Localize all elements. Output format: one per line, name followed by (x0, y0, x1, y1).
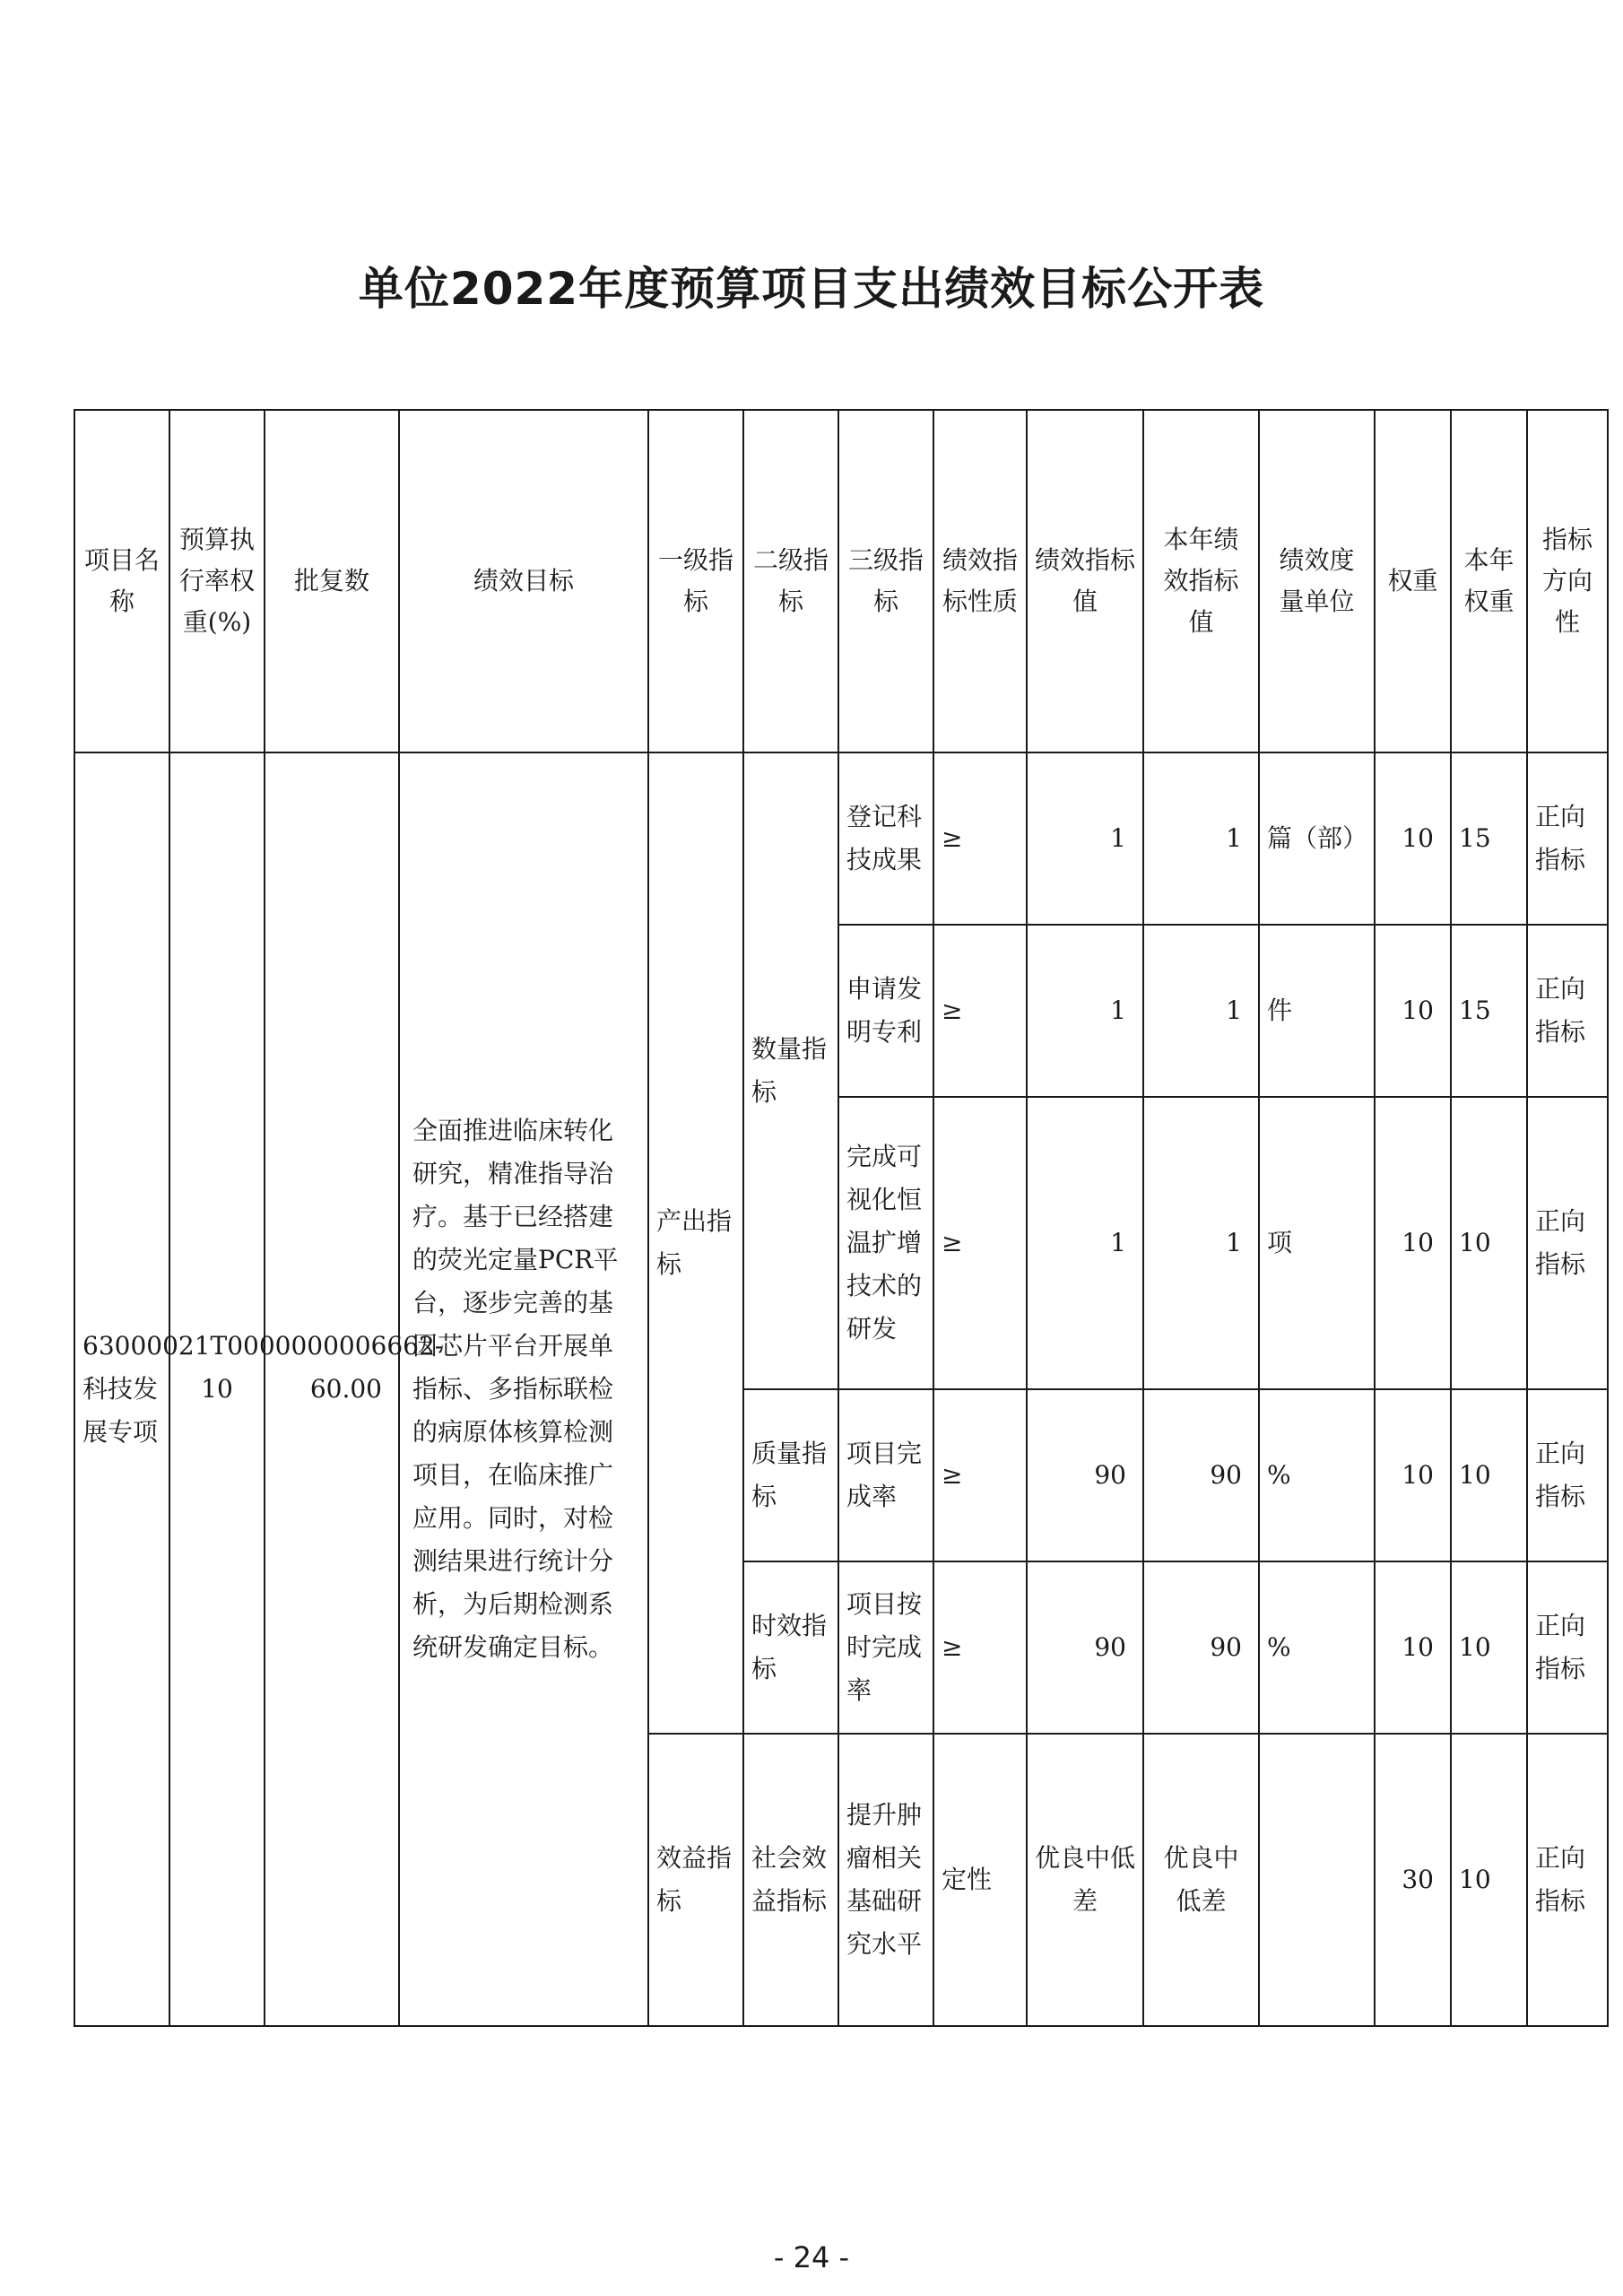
year-target-cell: 90 (1143, 1561, 1259, 1734)
level3-cell: 项目完成率 (838, 1389, 933, 1561)
header-row (74, 410, 1608, 752)
weight-cell: 10 (1375, 925, 1451, 1097)
nature-cell: 定性 (933, 1734, 1027, 2026)
unit-cell (1259, 1734, 1375, 2026)
approved-value: 60.00 (265, 752, 399, 2026)
level2-timeliness: 时效指标 (743, 1561, 838, 1734)
weight-cell: 10 (1375, 1561, 1451, 1734)
year-weight-cell: 10 (1451, 1734, 1527, 2026)
header-unit: 绩效度量单位 (1259, 410, 1375, 752)
direction-cell: 正向指标 (1527, 1389, 1608, 1561)
weight-cell: 10 (1375, 752, 1451, 925)
header-project-name: 项目名称 (74, 410, 169, 752)
header-level3: 三级指标 (838, 410, 933, 752)
year-weight-cell: 10 (1451, 1561, 1527, 1734)
unit-cell: 项 (1259, 1097, 1375, 1389)
year-weight-cell: 10 (1451, 1389, 1527, 1561)
performance-table (74, 409, 1609, 2027)
year-weight-cell: 15 (1451, 925, 1527, 1097)
target-cell: 90 (1027, 1561, 1143, 1734)
year-target-cell: 90 (1143, 1389, 1259, 1561)
header-year-value: 本年绩效指标值 (1143, 410, 1259, 752)
header-nature: 绩效指标性质 (933, 410, 1027, 752)
weight-cell: 30 (1375, 1734, 1451, 2026)
unit-cell: % (1259, 1561, 1375, 1734)
budget-weight-value: 10 (169, 752, 265, 2026)
level3-cell: 申请发明专利 (838, 925, 933, 1097)
direction-cell: 正向指标 (1527, 1561, 1608, 1734)
weight-cell: 10 (1375, 1389, 1451, 1561)
nature-cell: ≥ (933, 1561, 1027, 1734)
year-target-cell: 1 (1143, 752, 1259, 925)
direction-cell: 正向指标 (1527, 925, 1608, 1097)
year-weight-cell: 15 (1451, 752, 1527, 925)
target-cell: 1 (1027, 925, 1143, 1097)
target-cell: 1 (1027, 752, 1143, 925)
header-weight: 权重 (1375, 410, 1451, 752)
header-year-weight: 本年权重 (1451, 410, 1527, 752)
unit-cell: % (1259, 1389, 1375, 1561)
header-level1: 一级指标 (648, 410, 743, 752)
header-budget-weight: 预算执行率权重(%) (169, 410, 265, 752)
project-name: 63000021T0000000006662-科技发展专项 (74, 752, 169, 2026)
year-target-cell: 1 (1143, 925, 1259, 1097)
unit-cell: 件 (1259, 925, 1375, 1097)
direction-cell: 正向指标 (1527, 1097, 1608, 1389)
level1-output: 产出指标 (648, 752, 743, 1734)
page-title: 单位2022年度预算项目支出绩效目标公开表 (358, 263, 1265, 315)
level1-benefit: 效益指标 (648, 1734, 743, 2026)
level3-cell: 提升肿瘤相关基础研究水平 (838, 1734, 933, 2026)
table-row (74, 752, 1608, 925)
level3-cell: 登记科技成果 (838, 752, 933, 925)
level2-quality: 质量指标 (743, 1389, 838, 1561)
weight-cell: 10 (1375, 1097, 1451, 1389)
target-cell: 优良中低差 (1027, 1734, 1143, 2026)
unit-cell: 篇（部） (1259, 752, 1375, 925)
target-cell: 90 (1027, 1389, 1143, 1561)
year-target-cell: 优良中低差 (1143, 1734, 1259, 2026)
goal-text: 全面推进临床转化研究，精准指导治疗。基于已经搭建的荧光定量PCR平台，逐步完善的基因芯片平台开展单指标、多指标联检的病原体核算检测项目，在临床推广应用。同时，对检测结果进行统计分析，为后期检测系统研发确定目标。 (399, 752, 648, 2026)
header-direction: 指标方向性 (1527, 410, 1608, 752)
page-number: - 24 - (773, 2240, 850, 2274)
header-target-value: 绩效指标值 (1027, 410, 1143, 752)
target-cell: 1 (1027, 1097, 1143, 1389)
nature-cell: ≥ (933, 1389, 1027, 1561)
header-approved: 批复数 (265, 410, 399, 752)
year-target-cell: 1 (1143, 1097, 1259, 1389)
level3-cell: 完成可视化恒温扩增技术的研发 (838, 1097, 933, 1389)
year-weight-cell: 10 (1451, 1097, 1527, 1389)
level2-social: 社会效益指标 (743, 1734, 838, 2026)
level2-quantity: 数量指标 (743, 752, 838, 1389)
direction-cell: 正向指标 (1527, 752, 1608, 925)
nature-cell: ≥ (933, 925, 1027, 1097)
nature-cell: ≥ (933, 1097, 1027, 1389)
nature-cell: ≥ (933, 752, 1027, 925)
direction-cell: 正向指标 (1527, 1734, 1608, 2026)
level3-cell: 项目按时完成率 (838, 1561, 933, 1734)
header-level2: 二级指标 (743, 410, 838, 752)
header-goal: 绩效目标 (399, 410, 648, 752)
